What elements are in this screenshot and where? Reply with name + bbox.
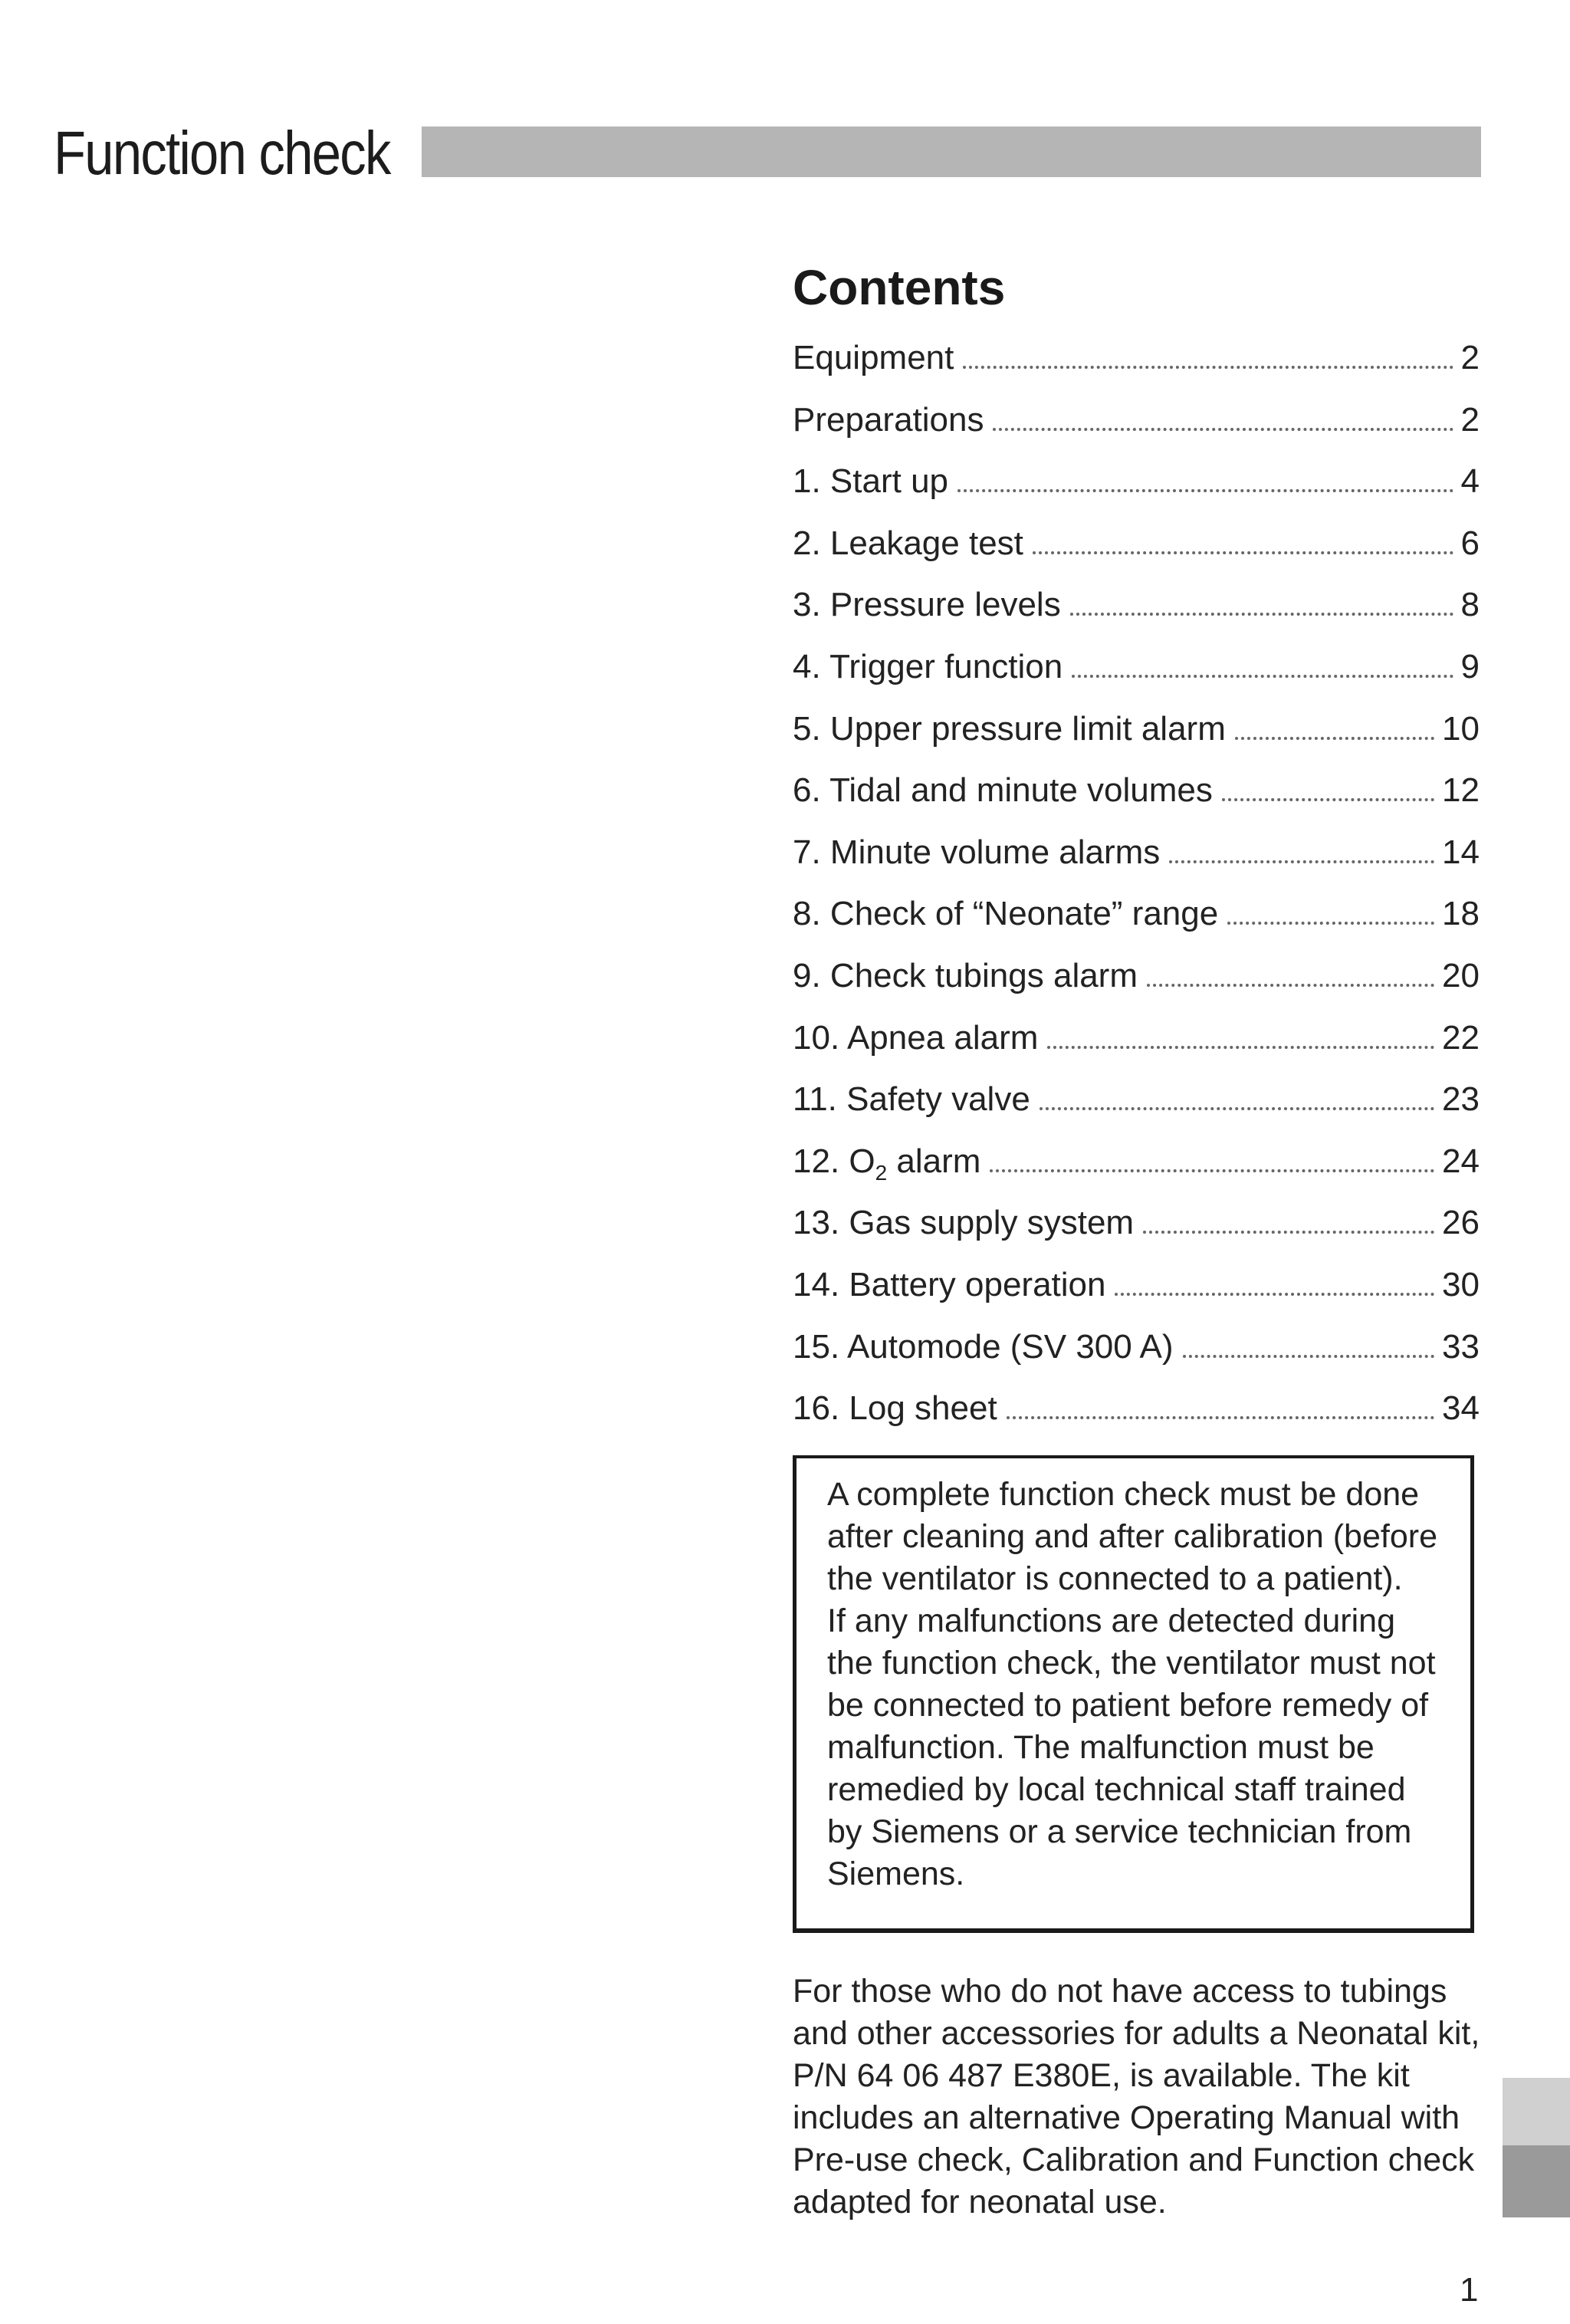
toc-item-page: 12 bbox=[1442, 771, 1480, 810]
toc-item-label: 14. Battery operation bbox=[793, 1265, 1106, 1303]
toc-item-page: 10 bbox=[1442, 709, 1480, 748]
toc-leader bbox=[1072, 675, 1453, 678]
toc-item-upper-pressure-limit-alarm[interactable] bbox=[793, 706, 1480, 768]
toc-item-label: 16. Log sheet bbox=[793, 1389, 997, 1428]
page-number: 1 bbox=[1460, 2271, 1479, 2309]
toc-item-start-up[interactable] bbox=[793, 459, 1480, 521]
toc-item-label: 6. Tidal and minute volumes bbox=[793, 771, 1213, 810]
toc-item-label: 5. Upper pressure limit alarm bbox=[793, 709, 1226, 748]
page-title: Function check bbox=[54, 119, 390, 187]
toc-item-minute-volume-alarms[interactable] bbox=[793, 830, 1480, 892]
toc-item-neonate-range[interactable] bbox=[793, 891, 1480, 953]
toc-item-gas-supply-system[interactable] bbox=[793, 1200, 1480, 1262]
toc-item-page: 14 bbox=[1442, 833, 1480, 871]
toc-item-page: 6 bbox=[1460, 524, 1480, 562]
toc-item-page: 33 bbox=[1442, 1327, 1480, 1366]
toc-leader bbox=[990, 1169, 1434, 1172]
toc-label-suffix: alarm bbox=[887, 1142, 981, 1180]
toc-item-label: 4. Trigger function bbox=[793, 647, 1063, 685]
toc-item-page: 22 bbox=[1442, 1018, 1480, 1057]
warning-box bbox=[793, 1455, 1474, 1933]
toc-item-label: 8. Check of “Neonate” range bbox=[793, 895, 1219, 933]
toc-leader bbox=[1007, 1416, 1434, 1419]
toc-item-label bbox=[793, 1139, 985, 1196]
toc-item-page: 2 bbox=[1460, 400, 1480, 439]
toc-item-pressure-levels[interactable] bbox=[793, 582, 1480, 644]
toc-leader bbox=[1183, 1355, 1435, 1358]
toc-item-check-tubings-alarm[interactable] bbox=[793, 953, 1480, 1015]
toc-leader bbox=[1143, 1231, 1434, 1234]
header-bar bbox=[422, 127, 1481, 177]
toc-item-battery-operation[interactable] bbox=[793, 1262, 1480, 1324]
toc-leader bbox=[1222, 798, 1434, 801]
toc-item-page: 2 bbox=[1460, 339, 1480, 376]
toc-label-prefix: 12. O bbox=[793, 1142, 875, 1180]
toc-leader bbox=[993, 428, 1453, 431]
warning-paragraph-2: If any malfunctions are detected during the function check, the ventilator must not be connected to patient before remedy of malfunction. The malfunction must be remedied by local technical staff trained by Siemens or a service technician from Siemens. bbox=[827, 1602, 1436, 1892]
toc-leader bbox=[1227, 922, 1434, 925]
toc-leader bbox=[1169, 860, 1434, 863]
toc-item-page: 9 bbox=[1460, 647, 1480, 685]
toc-item-label: 9. Check tubings alarm bbox=[793, 956, 1138, 994]
toc-item-trigger-function[interactable] bbox=[793, 644, 1480, 706]
toc-item-label: 1. Start up bbox=[793, 462, 949, 501]
toc-leader bbox=[1047, 1046, 1434, 1049]
toc-leader bbox=[1070, 613, 1453, 616]
toc-item-page: 34 bbox=[1442, 1389, 1480, 1428]
contents-heading: Contents bbox=[793, 260, 1006, 315]
toc-item-label: 13. Gas supply system bbox=[793, 1204, 1135, 1242]
toc-item-page: 26 bbox=[1442, 1204, 1480, 1242]
toc-item-label: Preparations bbox=[793, 400, 984, 439]
toc-item-label: 3. Pressure levels bbox=[793, 586, 1061, 624]
toc-item-automode[interactable] bbox=[793, 1324, 1480, 1386]
toc-item-o2-alarm[interactable] bbox=[793, 1139, 1480, 1201]
toc-item-page: 4 bbox=[1460, 462, 1480, 501]
toc-item-preparations[interactable] bbox=[793, 397, 1480, 459]
toc-leader bbox=[957, 489, 1453, 492]
toc-item-log-sheet[interactable] bbox=[793, 1386, 1480, 1448]
toc-leader bbox=[1235, 737, 1434, 740]
thumb-tab-dark bbox=[1503, 2145, 1570, 2217]
toc-item-label: 15. Automode (SV 300 A) bbox=[793, 1327, 1174, 1366]
toc-item-page: 18 bbox=[1442, 895, 1480, 933]
toc-leader bbox=[1115, 1293, 1434, 1296]
toc-item-leakage-test[interactable] bbox=[793, 521, 1480, 583]
toc-item-label: 11. Safety valve bbox=[793, 1080, 1030, 1119]
toc-label-subscript: 2 bbox=[875, 1160, 888, 1185]
neonatal-kit-note: For those who do not have access to tubings and other accessories for adults a Neonatal kit, P/N 64 06 487 E380E, is available. The kit includes an alternative Operating Manual with Pre-use check, Calibration and Function check adapted for neonatal use. bbox=[793, 1973, 1480, 2220]
table-of-contents bbox=[793, 335, 1480, 1448]
toc-item-label: Equipment bbox=[793, 339, 954, 376]
toc-item-label: 7. Minute volume alarms bbox=[793, 833, 1161, 871]
toc-item-apnea-alarm[interactable] bbox=[793, 1015, 1480, 1077]
warning-paragraph-1: A complete function check must be done after cleaning and after calibration (before the ventilator is connected to a patient). bbox=[827, 1476, 1437, 1597]
toc-leader bbox=[1147, 984, 1434, 987]
toc-item-page: 24 bbox=[1442, 1142, 1480, 1180]
toc-item-page: 30 bbox=[1442, 1265, 1480, 1303]
toc-item-page: 8 bbox=[1460, 586, 1480, 624]
toc-item-page: 20 bbox=[1442, 956, 1480, 994]
toc-item-tidal-minute-volumes[interactable] bbox=[793, 768, 1480, 830]
toc-item-safety-valve[interactable] bbox=[793, 1077, 1480, 1139]
toc-item-equipment[interactable] bbox=[793, 335, 1480, 397]
toc-item-label: 10. Apnea alarm bbox=[793, 1018, 1039, 1057]
toc-item-page: 23 bbox=[1442, 1080, 1480, 1119]
toc-leader bbox=[963, 366, 1453, 369]
toc-leader bbox=[1040, 1107, 1434, 1110]
toc-item-label: 2. Leakage test bbox=[793, 524, 1023, 562]
toc-leader bbox=[1033, 551, 1453, 554]
thumb-tab-light bbox=[1503, 2078, 1570, 2145]
